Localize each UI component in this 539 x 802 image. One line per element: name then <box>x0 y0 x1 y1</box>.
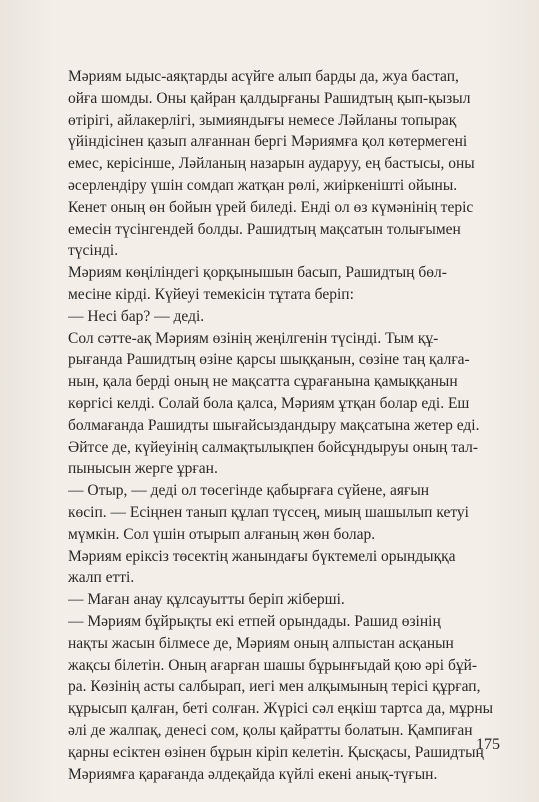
text-line: емес, керісінше, Ләйланың назарын аударуу, ең бастысы, оны <box>68 155 475 173</box>
text-line: рығанда Рашидтың өзіне қарсы шыққанын, сөзіне таң қалға- <box>68 351 470 369</box>
text-line: Мәриям еріксіз төсектің жанындағы бүктемелі орындыққа <box>68 547 456 565</box>
text-line: түсінді. <box>68 242 119 260</box>
text-line: өтірігі, айлакерлігі, зымияндығы немесе Ләйланы топырақ <box>68 111 457 129</box>
text-line: көргісі келді. Солай бола қалса, Мәриям ұтқан болар еді. Еш <box>68 394 470 412</box>
text-line: ра. Көзінің асты салбырап, иегі мен алқымының терісі құрғап, <box>68 678 481 696</box>
text-line: Әйтсе де, күйеуінің салмақтылықпен бойсұндыруы оның тал- <box>68 438 479 456</box>
text-line: — Отыр, — деді ол төсегінде қабырғаға сүйене, аяғын <box>68 482 430 500</box>
text-line: Мәриям көңіліндегі қорқынышын басып, Рашидтың бөл- <box>68 264 447 282</box>
text-line: — Маған анау құлсауытты беріп жіберші. <box>68 591 345 609</box>
text-line: жалп етті. <box>68 569 135 587</box>
text-line: — Несі бар? — деді. <box>68 307 205 325</box>
text-line: пынысын жерге ұрған. <box>68 460 218 478</box>
text-line: нын, қала берді оның не мақсатта сұрағанына қамыққанын <box>68 373 458 391</box>
text-line: көсіп. — Есіңнен танып құлап түссең, миың шашылып кетуі <box>68 503 469 521</box>
text-line: жақсы білетін. Оның ағарған шашы бұрынғыдай қою әрі бұй- <box>68 656 478 674</box>
text-line: құрысып қалған, беті солған. Жүрісі сәл еңкіш тартса да, мұрны <box>68 700 494 718</box>
text-line: емесін түсінгендей болды. Рашидтың мақсатын толығымен <box>68 220 461 238</box>
text-line: үйіндісінен қазып алғаннан бергі Мәриямға қол көтермегені <box>68 133 468 151</box>
text-line: Мәриямға қарағанда әлдеқайда күйлі екені анық-түғын. <box>68 765 438 783</box>
text-line: ойға шомды. Оны қайран қалдырғаны Рашидтың қып-қызыл <box>68 89 471 107</box>
body-text <box>68 66 500 785</box>
text-line: Сол сәтте-ақ Мәриям өзінің жеңілгенін түсінді. Тым құ- <box>68 329 439 347</box>
page-number: 175 <box>476 736 500 753</box>
text-line: әсерлендіру үшін сомдап жатқан рөлі, жиіркенішті ойыны. <box>68 176 458 194</box>
text-line: мүмкін. Сол үшін отырып алғаның жөн болар. <box>68 525 376 543</box>
text-line: месіне кірді. Күйеуі темекісін тұтата беріп: <box>68 285 354 303</box>
text-line: — Мәриям бұйрықты екі етпей орындады. Рашид өзінің <box>68 612 441 630</box>
text-line: әлі де жалпақ, денесі сом, қолы қайратты болатын. Қампиған <box>68 721 473 739</box>
text-line: болмағанда Рашидты шығайсыздандыру мақсатына жетер еді. <box>68 416 480 434</box>
text-line: Кенет оның өн бойын үрей биледі. Енді ол өз күмәнінің теріс <box>68 198 474 216</box>
text-line: Мәриям ыдыс-аяқтарды асүйге алып барды да, жуа бастап, <box>68 68 459 85</box>
text-line: нақты жасын білмесе де, Мәриям оның алпыстан асқанын <box>68 634 454 652</box>
text-line: қарны есіктен өзінен бұрын кіріп келетін. Қысқасы, Рашидтың <box>68 743 484 761</box>
